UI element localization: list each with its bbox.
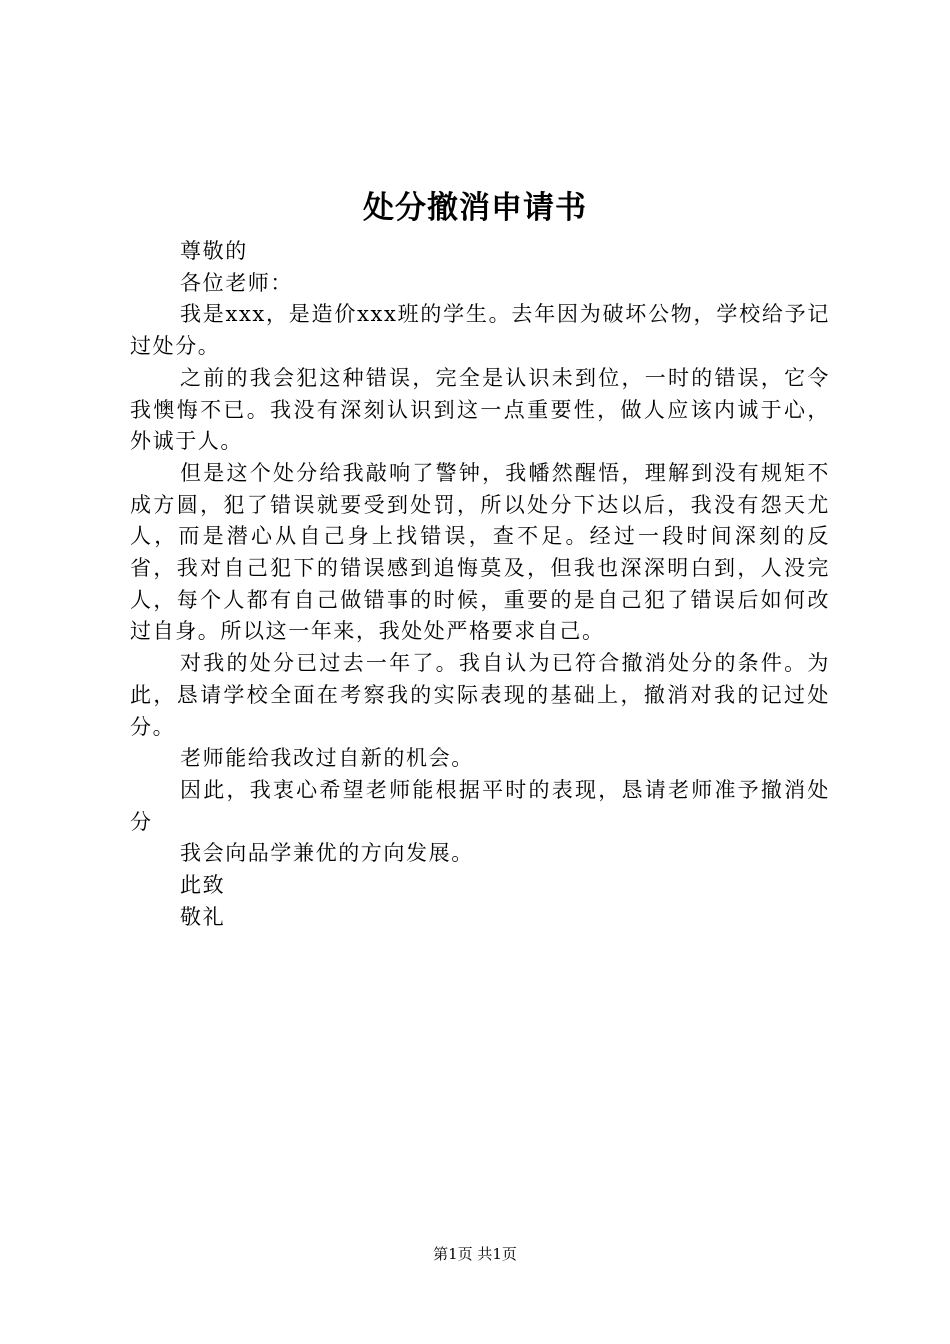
addressee-line: 各位老师： [180, 270, 293, 295]
document-title: 处分撤消申请书 [363, 190, 587, 226]
salutation-line: 尊敬的 [180, 239, 248, 263]
paragraph-chance: 老师能给我改过自新的机会。 [180, 746, 474, 771]
paragraph-introduction: 我是xxx，是造价xxx班的学生。去年因为破坏公物，学校给予记过处分。 [130, 302, 830, 359]
paragraph-hope: 因此，我衷心希望老师能根据平时的表现，恳请老师准予撤消处分 [130, 777, 830, 834]
paragraph-awakening: 但是这个处分给我敲响了警钟，我幡然醒悟，理解到没有规矩不成方圆，犯了错误就要受到处罚，所以处分下达以后，我没有怨天尤人，而是潜心从自己身上找错误，查不足。经过一段时间深刻的反省，我对自己犯下的错误感到追悔莫及，但我也深深明白到，人没完人，每个人都有自己做错事的时候，重要的是自己犯了错误后如何改过自身。所以这一年来，我处处严格要求自己。 [130, 460, 830, 644]
paragraph-reflection: 之前的我会犯这种错误，完全是认识未到位，一时的错误，它令我懊悔不已。我没有深刻认识到这一点重要性，做人应该内诚于心，外诚于人。 [130, 365, 830, 454]
closing-line: 此致 [180, 873, 226, 898]
paragraph-request: 对我的处分已过去一年了。我自认为已符合撤消处分的条件。为此，恳请学校全面在考察我的实际表现的基础上，撤消对我的记过处分。 [130, 651, 830, 739]
paragraph-promise: 我会向品学兼优的方向发展。 [180, 841, 474, 866]
page-footer: 第1页 共1页 [433, 1245, 517, 1263]
document-body [130, 236, 830, 933]
regards-line: 敬礼 [180, 904, 226, 929]
